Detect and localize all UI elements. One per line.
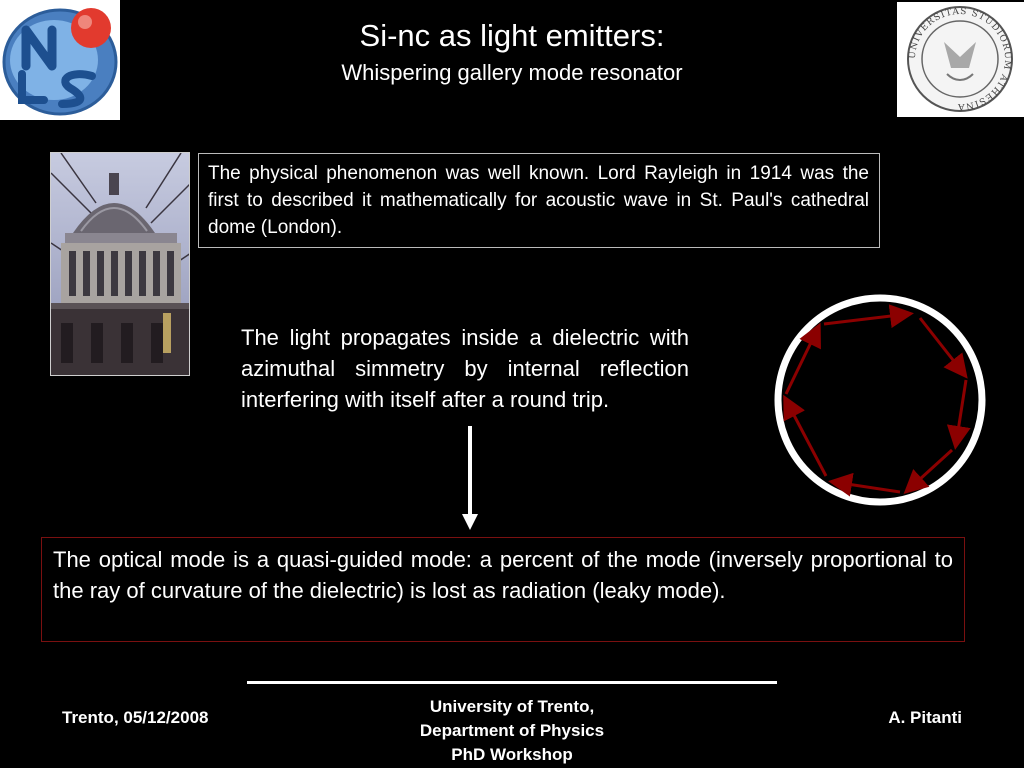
footer-department: Department of Physics	[419, 721, 605, 740]
slide-subtitle: Whispering gallery mode resonator	[341, 60, 683, 85]
footer-institution	[362, 695, 662, 767]
footer-event: PhD Workshop	[451, 745, 573, 764]
footer-university: University of Trento,	[429, 697, 595, 716]
down-arrow-icon	[458, 426, 482, 532]
leaky-mode-box: The optical mode is a quasi-guided mode: a percent of the mode (inversely proportional to the ray of curvature of the dielectric) is lost as radiation (leaky mode).	[41, 537, 965, 642]
footer-divider	[247, 681, 777, 684]
whispering-gallery-ring-diagram	[768, 290, 992, 510]
footer-author: A. Pitanti	[888, 708, 962, 727]
footer-date: Trento, 05/12/2008	[62, 708, 209, 727]
rayleigh-history-box: The physical phenomenon was well known. Lord Rayleigh in 1914 was the first to described it mathematically for acoustic wave in St. Paul's cathedral dome (London).	[198, 153, 880, 248]
st-pauls-dome-photo	[50, 152, 190, 376]
light-propagation-paragraph: The light propagates inside a dielectric with azimuthal simmetry by internal reflection interfering with itself after a round trip.	[241, 325, 689, 412]
slide-title: Si-nc as light emitters:	[359, 18, 665, 53]
seal-text: UNIVERSITAS STUDIORUM ATHESINA	[907, 6, 1013, 112]
